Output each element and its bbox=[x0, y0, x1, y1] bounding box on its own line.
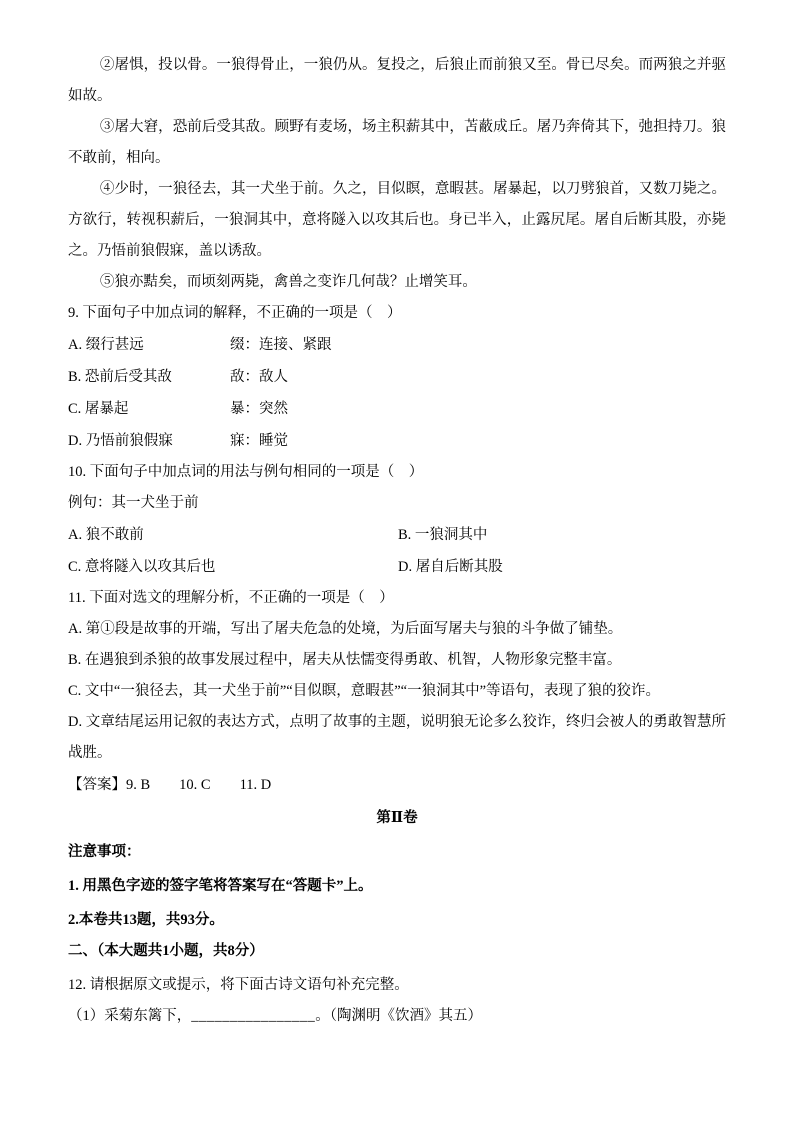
q10-option-b: B. 一狼洞其中 bbox=[398, 527, 488, 543]
q10-option-d: D. 屠自后断其股 bbox=[398, 559, 503, 575]
q12-item1-blank: ________________ bbox=[191, 1008, 316, 1024]
q9-option-c-gloss: 暴：突然 bbox=[230, 401, 288, 417]
question-11-option-b: B. 在遇狼到杀狼的故事发展过程中，屠夫从怯懦变得勇敢、机智，人物形象完整丰富。 bbox=[68, 652, 622, 668]
passage-paragraph-3: ③屠大窘，恐前后受其敌。顾野有麦场，场主积薪其中，苫蔽成丘。屠乃奔倚其下，弛担持刀。狼不敢前，相向。 bbox=[68, 119, 726, 166]
section-2-title: 第Ⅱ卷 bbox=[376, 810, 418, 826]
answer-label: 【答案】 bbox=[68, 777, 126, 793]
part-2-heading: 二、（本大题共1小题，共8分） bbox=[68, 943, 264, 959]
question-9-stem: 9. 下面句子中加点词的解释，不正确的一项是（ ） bbox=[68, 305, 402, 321]
question-10-options-ab bbox=[68, 520, 726, 551]
q9-option-b-gloss: 敌：敌人 bbox=[230, 369, 288, 385]
question-11-option-d: D. 文章结尾运用记叙的表达方式，点明了故事的主题，说明狼无论多么狡诈，终归会被人的勇敢智慧所战胜。 bbox=[68, 714, 726, 761]
question-10-example: 例句：其一犬坐于前 bbox=[68, 495, 199, 511]
passage-paragraph-4: ④少时，一狼径去，其一犬坐于前。久之，目似瞑，意暇甚。屠暴起，以刀劈狼首，又数刀毙之。方欲行，转视积薪后，一狼洞其中，意将隧入以攻其后也。身已半入，止露尻尾。屠自后断其股，亦毙之。乃悟前狼假寐，盖以诱敌。 bbox=[68, 181, 726, 259]
answer-values: 9. B 10. C 11. D bbox=[126, 777, 272, 793]
question-9-option-b bbox=[68, 362, 726, 393]
question-12-item-1 bbox=[68, 1001, 726, 1032]
q12-item1-prefix: （1）采菊东篱下， bbox=[68, 1008, 192, 1024]
q9-option-a-phrase: A. 缀行甚远 bbox=[68, 337, 144, 353]
question-9-option-c bbox=[68, 394, 726, 425]
note-2: 2.本卷共13题，共93分。 bbox=[68, 912, 224, 928]
question-11-option-a: A. 第①段是故事的开端，写出了屠夫危急的处境，为后面写屠夫与狼的斗争做了铺垫。 bbox=[68, 621, 623, 637]
q9-option-d-phrase: D. 乃悟前狼假寐 bbox=[68, 433, 173, 449]
answer-line bbox=[68, 770, 726, 801]
q9-option-a-gloss: 缀：连接、紧跟 bbox=[230, 337, 332, 353]
note-1: 1. 用黑色字迹的签字笔将答案写在“答题卡”上。 bbox=[68, 878, 373, 894]
notes-heading: 注意事项： bbox=[68, 844, 141, 860]
question-11-stem: 11. 下面对选文的理解分析，不正确的一项是（ ） bbox=[68, 590, 394, 606]
q9-option-c-phrase: C. 屠暴起 bbox=[68, 401, 129, 417]
question-9-option-d bbox=[68, 426, 726, 457]
passage-paragraph-5: ⑤狼亦黠矣，而顷刻两毙，禽兽之变诈几何哉？止增笑耳。 bbox=[99, 274, 477, 290]
q9-option-b-phrase: B. 恐前后受其敌 bbox=[68, 369, 172, 385]
question-12-stem: 12. 请根据原文或提示，将下面古诗文语句补充完整。 bbox=[68, 977, 409, 993]
passage-paragraph-2: ②屠惧，投以骨。一狼得骨止，一狼仍从。复投之，后狼止而前狼又至。骨已尽矣。而两狼之并驱如故。 bbox=[68, 57, 726, 104]
q10-option-c: C. 意将隧入以攻其后也 bbox=[68, 559, 216, 575]
question-11-option-c: C. 文中“一狼径去，其一犬坐于前”“目似瞑，意暇甚”“一狼洞其中”等语句，表现了狼的狡诈。 bbox=[68, 683, 661, 699]
question-10-options-cd bbox=[68, 552, 726, 583]
q12-item1-suffix: 。（陶渊明《饮酒》其五） bbox=[315, 1008, 482, 1024]
question-10-stem: 10. 下面句子中加点词的用法与例句相同的一项是（ ） bbox=[68, 464, 424, 480]
q10-option-a: A. 狼不敢前 bbox=[68, 527, 144, 543]
question-9-option-a bbox=[68, 330, 726, 361]
q9-option-d-gloss: 寐：睡觉 bbox=[230, 433, 288, 449]
